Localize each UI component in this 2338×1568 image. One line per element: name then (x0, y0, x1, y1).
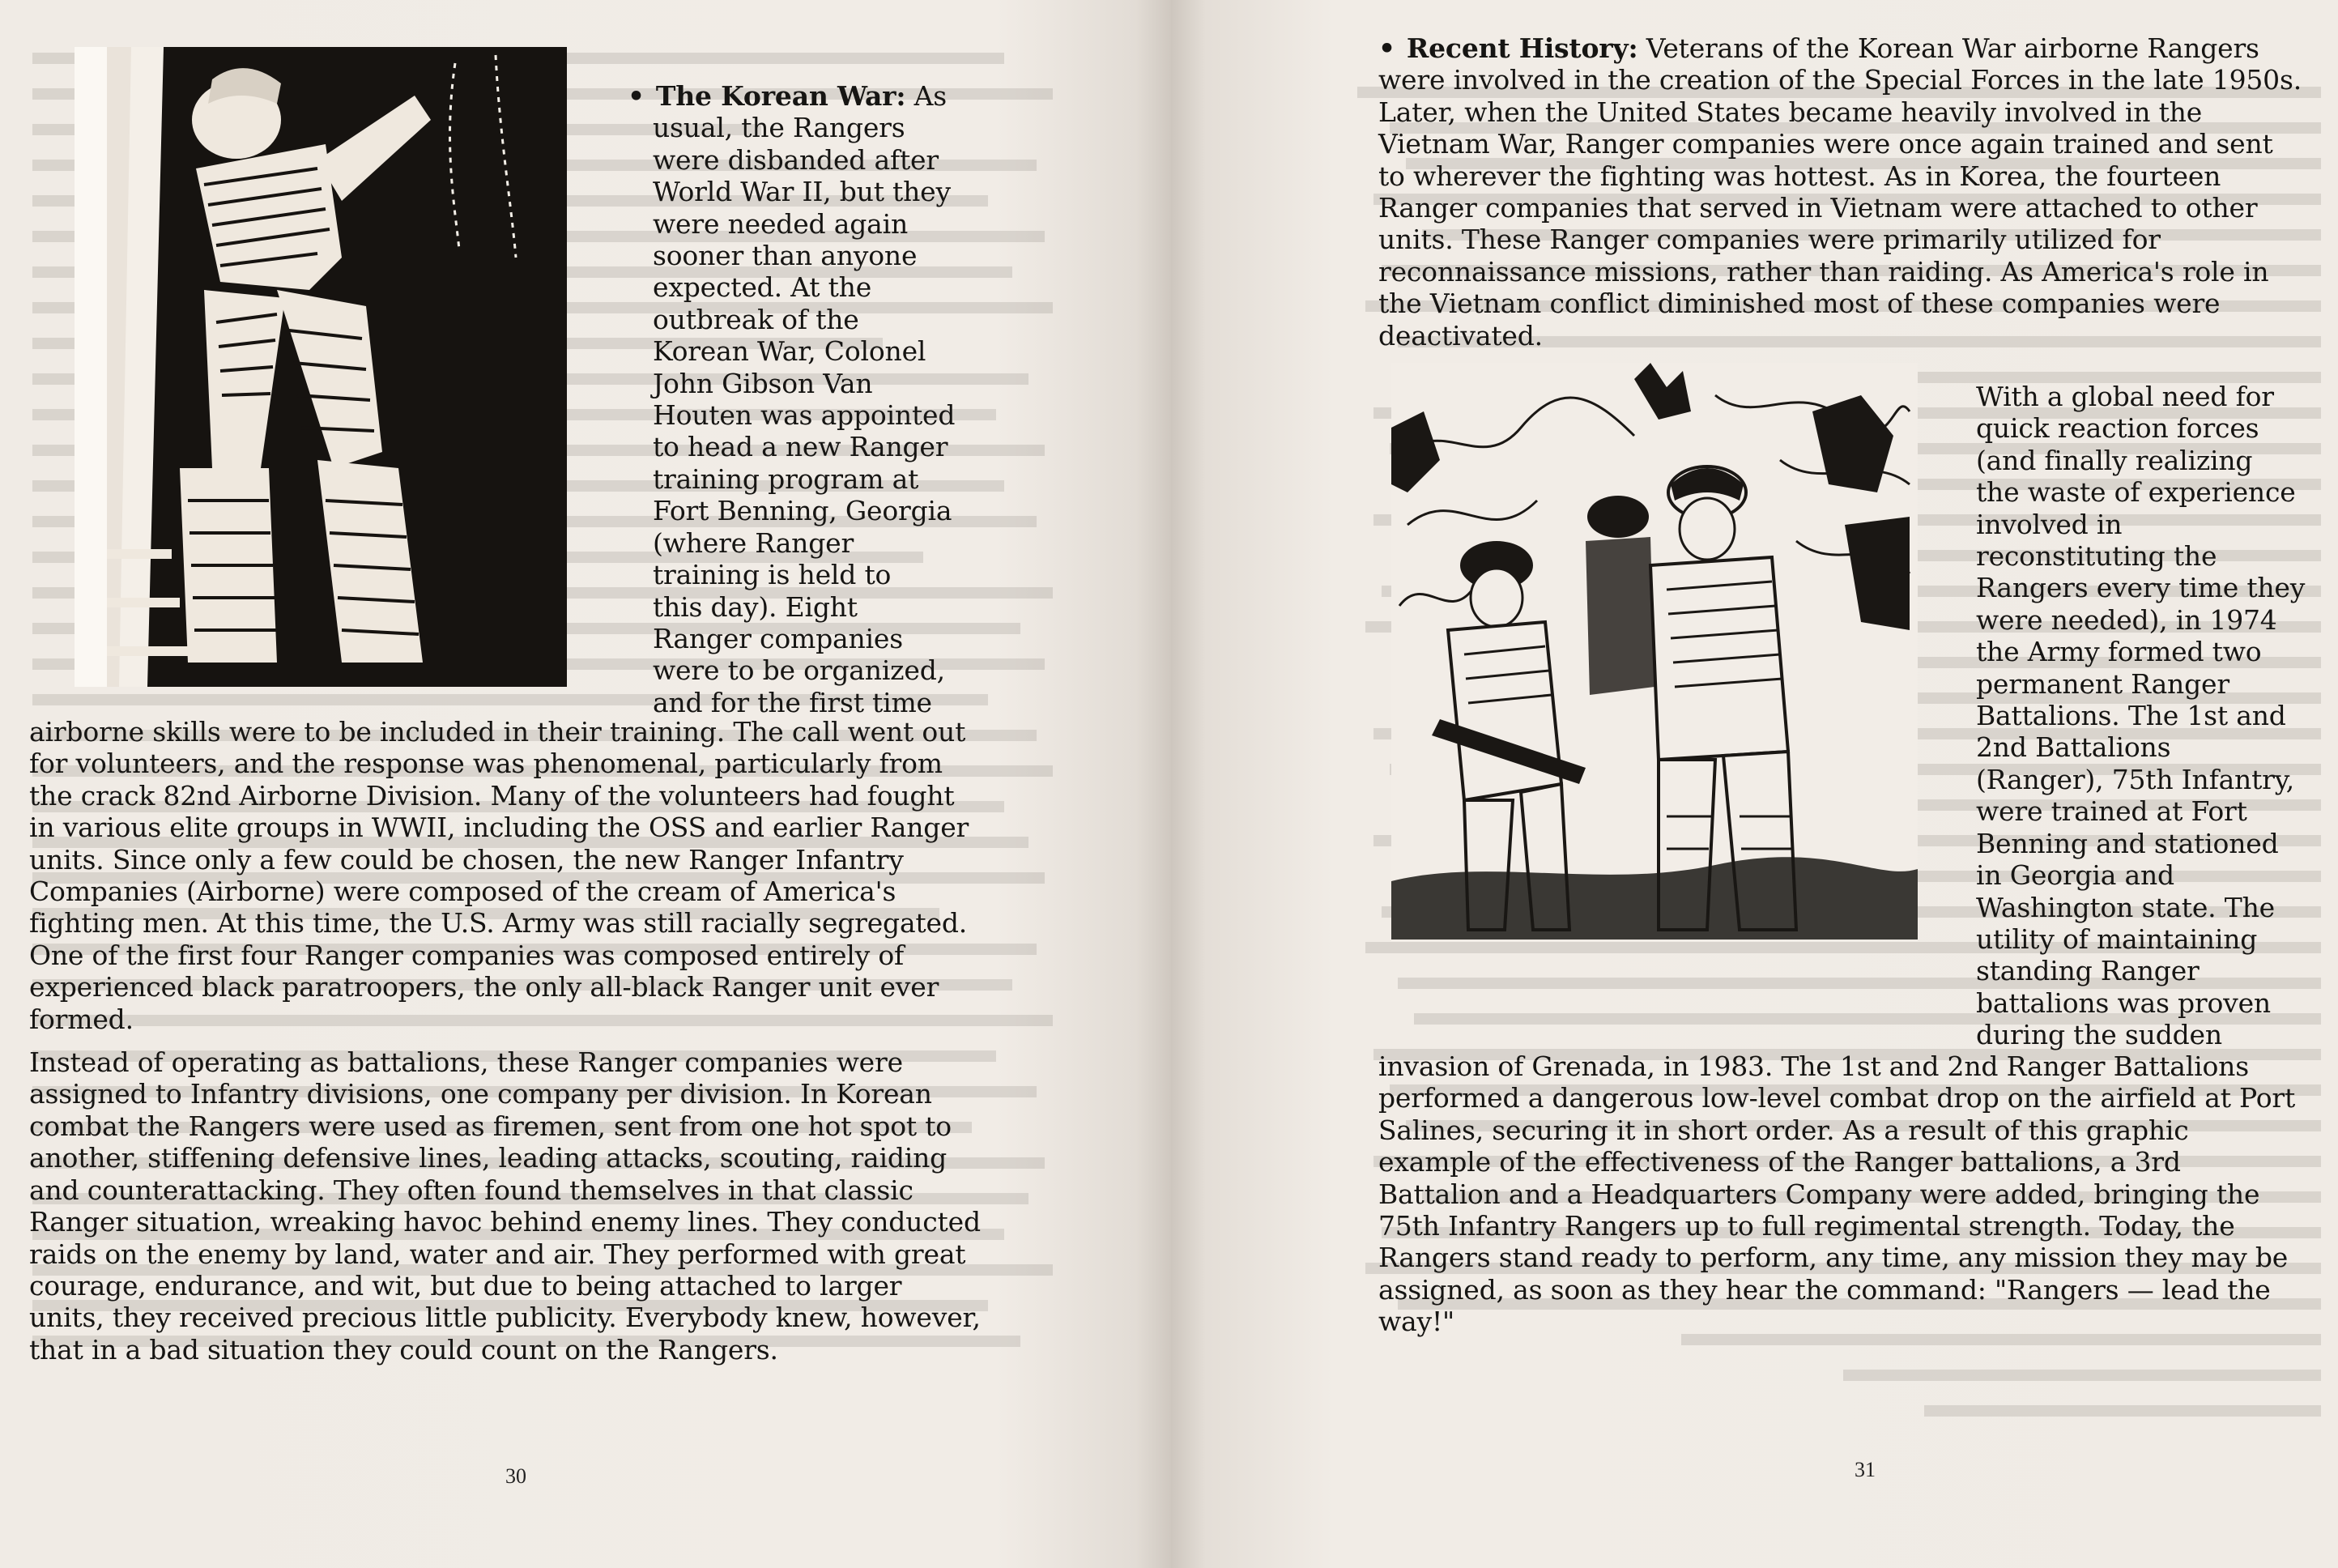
korean-war-paragraph-2: Instead of operating as battalions, these Ranger companies were assigned to Infantry divisions, one company per division. In Korean combat the Rangers were used as firemen, sent from one hot spot to another, stiffening defensive lines, leading attacks, scouting, raiding and counterattacking. They often found themselves in that classic Ranger situation, wreaking havoc behind enemy lines. They conducted raids on the enemy by land, water and air. They performed with great courage, endurance, and wit, but due to being attached to larger units, they received precious little publicity. Everybody knew, however, that in a bad situation they could count on the Rangers. (29, 1046, 981, 1366)
column-line: Korean War, Colonel (653, 335, 926, 368)
paratrooper-illustration (75, 47, 567, 687)
right-page (1171, 0, 2338, 1568)
column-line: during the sudden (1976, 1019, 2222, 1051)
column-line: (and finally realizing (1976, 444, 2253, 476)
column-line: utility of maintaining (1976, 922, 2258, 955)
column-line: and for the first time (653, 686, 932, 718)
column-line: in Georgia and (1976, 859, 2174, 892)
column-line: expected. At the (653, 271, 872, 304)
column-line: usual, the Rangers (653, 112, 905, 144)
recent-history-text: Veterans of the Korean War airborne Rangers were involved in the creation of the Special Forces in the late 1950s. Later, when the United States became heavily involved in the Vietnam War, Ranger companies were once again trained and sent to wherever the fighting was hottest. As in Korea, the fourteen Ranger companies that served in Vietnam were attached to other units. These Ranger companies were primarily utilized for reconnaissance missions, rather than raiding. As America's role in the Vietnam conflict diminished most of these companies were deactivated. (1378, 32, 2302, 352)
column-line: reconstituting the (1976, 540, 2217, 573)
column-line: involved in (1976, 508, 2123, 540)
recent-history-column (1976, 381, 2316, 1051)
column-line: training is held to (653, 559, 892, 591)
column-line: quick reaction forces (1976, 412, 2259, 445)
column-line: sooner than anyone (653, 240, 918, 272)
column-line: were needed again (653, 207, 909, 240)
korean-war-heading-line (628, 80, 1081, 112)
column-line: Houten was appointed (653, 399, 956, 432)
column-line: Fort Benning, Georgia (653, 495, 952, 527)
column-line: (Ranger), 75th Infantry, (1976, 763, 2295, 795)
column-line: World War II, but they (653, 176, 951, 208)
column-line: to head a new Ranger (653, 431, 948, 463)
page-number-left: 30 (505, 1464, 526, 1488)
recent-history-section (1378, 32, 2302, 352)
column-line: were disbanded after (653, 143, 939, 176)
column-line: standing Ranger (1976, 955, 2200, 987)
korean-war-section (628, 80, 1081, 718)
column-line: outbreak of the (653, 303, 859, 335)
column-line: the Army formed two (1976, 636, 2262, 668)
korean-war-first-line-tail: As (913, 80, 947, 112)
column-line: (where Ranger (653, 526, 854, 559)
column-line: 2nd Battalions (1976, 731, 2171, 764)
column-line: were trained at Fort (1976, 795, 2247, 828)
korean-war-heading: The Korean War: (655, 80, 906, 112)
korean-war-body (29, 716, 985, 1366)
column-line: this day). Eight (653, 590, 858, 623)
recent-history-heading: Recent History: (1406, 32, 1638, 64)
recent-history-paragraph-1 (1378, 32, 2302, 352)
column-line: Benning and stationed (1976, 827, 2279, 859)
bullet-icon: • (1378, 32, 1395, 64)
column-line: the waste of experience (1976, 476, 2296, 509)
bullet-icon: • (628, 80, 645, 112)
korean-war-paragraph-1: airborne skills were to be included in their training. The call went out for volunteers, and the response was phenomenal, particularly from the crack 82nd Airborne Division. Many of the volunteers had fought in various elite groups in WWII, including the OSS and earlier Ranger units. Since only a few could be chosen, the new Ranger Infantry Companies (Airborne) were composed of the cream of America's fighting men. At this time, the U.S. Army was still racially segregated. One of the first four Ranger companies was composed entirely of experienced black paratroopers, the only all-black Ranger unit ever formed. (29, 716, 969, 1035)
recent-history-paragraph-2: invasion of Grenada, in 1983. The 1st and 2nd Ranger Battalions performed a dangerous low-level combat drop on the airfield at Port Salines, securing it in short order. As a result of this graphic example of the effectiveness of the Ranger battalions, a 3rd Battalion and a Headquarters Company were added, bringing the 75th Infantry Rangers up to full regimental strength. Today, the Rangers stand ready to perform, any time, any mission they may be assigned, as soon as they hear the command: "Rangers — lead the way!" (1378, 1050, 2296, 1338)
vietnam-rangers-illustration (1391, 363, 1918, 940)
column-line: permanent Ranger (1976, 667, 2229, 700)
column-line: Washington state. The (1976, 891, 2275, 923)
column-line: were needed), in 1974 (1976, 603, 2277, 636)
column-line: John Gibson Van (653, 367, 873, 399)
column-line: training program at (653, 462, 919, 495)
column-line: Battalions. The 1st and (1976, 700, 2286, 732)
recent-history-body (1378, 1050, 2302, 1338)
column-line: With a global need for (1976, 381, 2274, 412)
column-line: were to be organized, (653, 654, 945, 687)
column-line: Rangers every time they (1976, 572, 2306, 604)
page-number-right: 31 (1855, 1458, 1876, 1481)
korean-war-column (628, 112, 1081, 718)
column-line: Ranger companies (653, 622, 903, 654)
column-line: battalions was proven (1976, 986, 2271, 1019)
